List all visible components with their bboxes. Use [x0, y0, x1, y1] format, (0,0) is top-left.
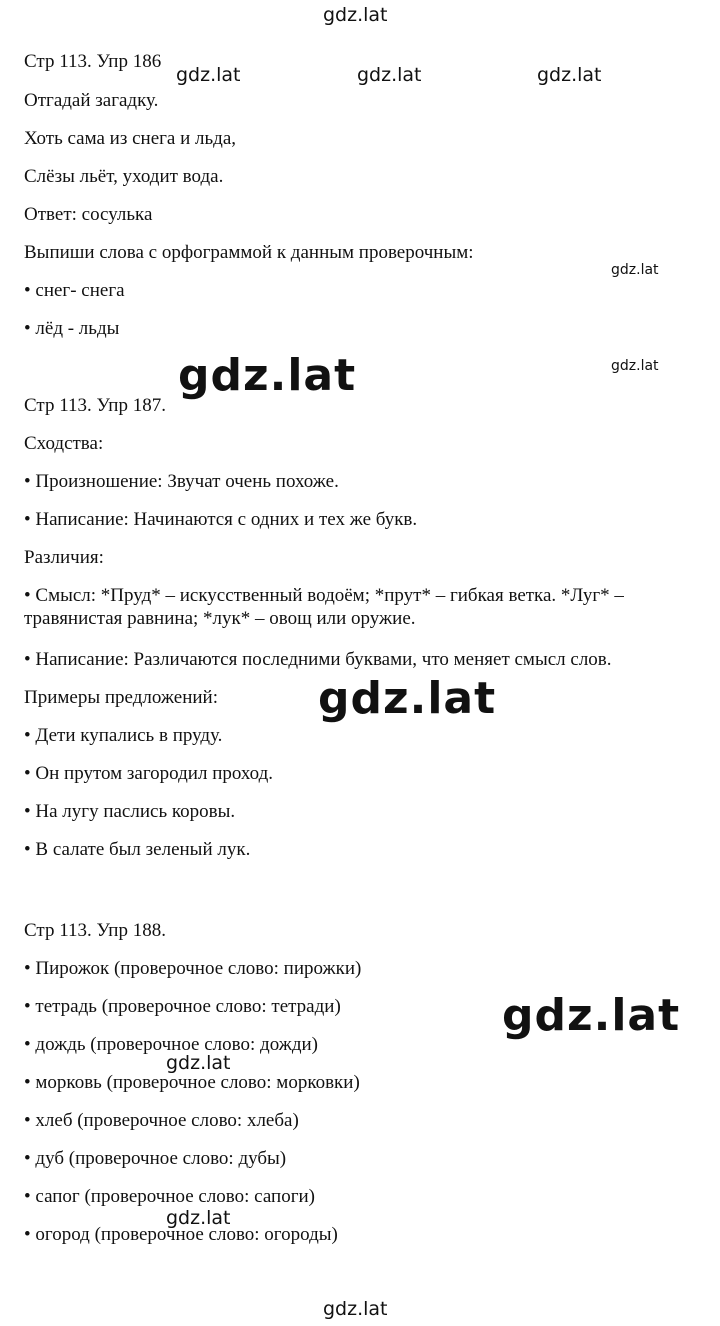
- riddle-line: Хоть сама из снега и льда,: [24, 128, 237, 149]
- watermark: gdz.lat: [502, 990, 681, 1041]
- watermark: gdz.lat: [537, 64, 602, 86]
- task-text: Отгадай загадку.: [24, 90, 159, 111]
- watermark: gdz.lat: [318, 673, 497, 724]
- watermark: gdz.lat: [178, 350, 357, 401]
- watermark: gdz.lat: [357, 64, 422, 86]
- exercise-187-heading: Стр 113. Упр 187.: [24, 395, 166, 416]
- list-item: • тетрадь (проверочное слово: тетради): [24, 996, 341, 1017]
- list-item: • дуб (проверочное слово: дубы): [24, 1148, 287, 1169]
- watermark: gdz.lat: [323, 4, 388, 26]
- list-item: • Смысл: *Пруд* – искусственный водоём; *прут* – гибкая ветка. *Луг* – травянистая равнина; *лук* – овощ или оружие.: [24, 585, 624, 629]
- list-item: • дождь (проверочное слово: дожди): [24, 1034, 319, 1055]
- answer-text: Ответ: сосулька: [24, 204, 153, 225]
- list-item: • Пирожок (проверочное слово: пирожки): [24, 958, 362, 979]
- watermark: gdz.lat: [166, 1207, 231, 1229]
- exercise-186-heading: Стр 113. Упр 186: [24, 51, 162, 72]
- list-item: • Произношение: Звучат очень похоже.: [24, 471, 339, 492]
- list-item: • морковь (проверочное слово: морковки): [24, 1072, 360, 1093]
- watermark: gdz.lat: [323, 1298, 388, 1320]
- watermark: gdz.lat: [611, 262, 659, 278]
- list-item: • хлеб (проверочное слово: хлеба): [24, 1110, 299, 1131]
- watermark: gdz.lat: [176, 64, 241, 86]
- list-item: • снег- снега: [24, 280, 125, 301]
- list-item: • Дети купались в пруду.: [24, 725, 223, 746]
- instruction-text: Выпиши слова с орфограммой к данным проверочным:: [24, 242, 474, 263]
- exercise-188-heading: Стр 113. Упр 188.: [24, 920, 166, 941]
- list-item: • На лугу паслись коровы.: [24, 801, 236, 822]
- watermark: gdz.lat: [611, 358, 659, 374]
- section-title: Различия:: [24, 547, 104, 568]
- list-item: • Он прутом загородил проход.: [24, 763, 274, 784]
- list-item: • сапог (проверочное слово: сапоги): [24, 1186, 315, 1207]
- list-item: • В салате был зеленый лук.: [24, 839, 251, 860]
- list-item: • Написание: Начинаются с одних и тех же букв.: [24, 509, 418, 530]
- riddle-line: Слёзы льёт, уходит вода.: [24, 166, 224, 187]
- list-item: • Написание: Различаются последними буквами, что меняет смысл слов.: [24, 649, 612, 670]
- list-item: • лёд - льды: [24, 318, 120, 339]
- list-item: • огород (проверочное слово: огороды): [24, 1224, 338, 1245]
- section-title: Сходства:: [24, 433, 104, 454]
- watermark: gdz.lat: [166, 1052, 231, 1074]
- section-title: Примеры предложений:: [24, 687, 218, 708]
